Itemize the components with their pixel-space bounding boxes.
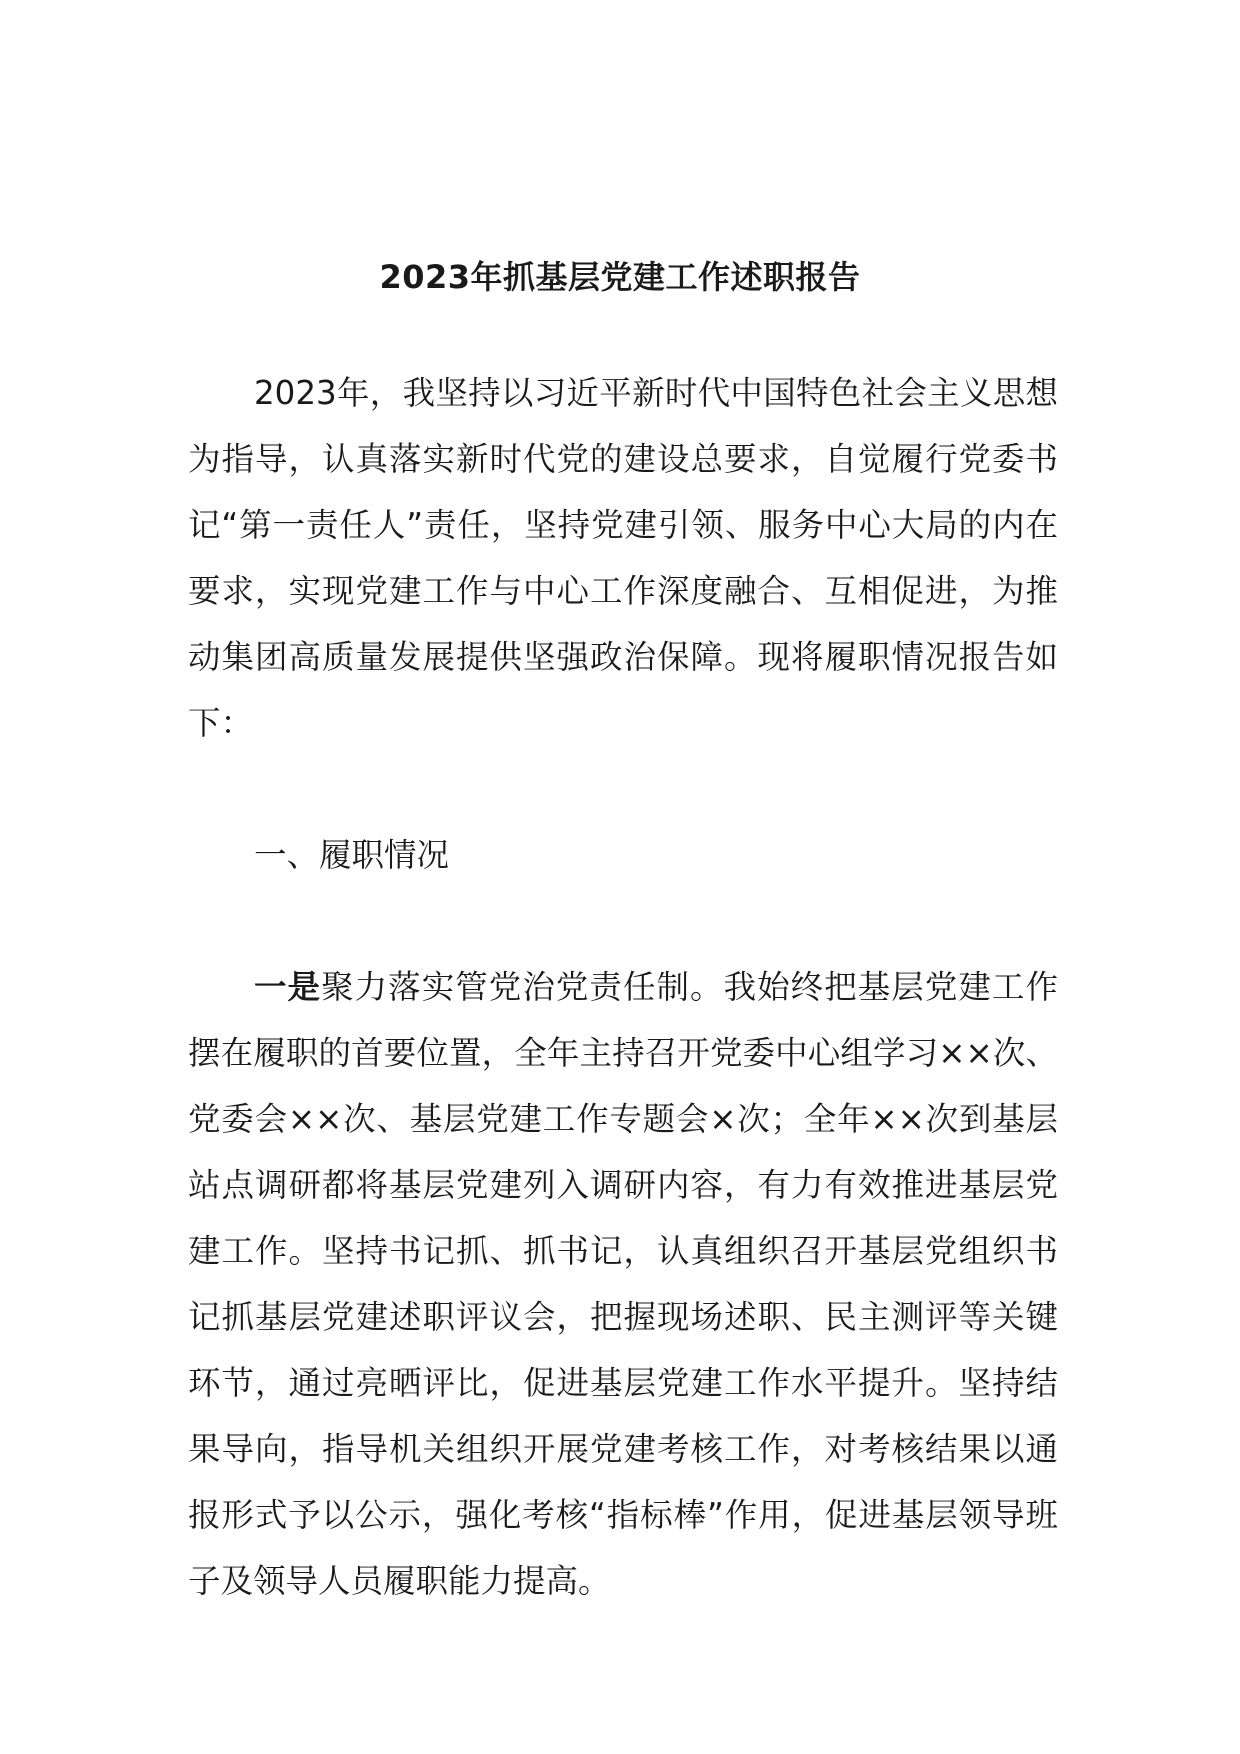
section-heading: 一、履职情况 bbox=[254, 836, 450, 874]
paragraph-text: 聚力落实管党治党责任制。我始终把基层党建工作摆在履职的首要位置，全年主持召开党委中心组学习××次、党委会××次、基层党建工作专题会×次；全年××次到基层站点调研都将基层党建列入调研内容，有力有效推进基层党建工作。坚持书记抓、抓书记，认真组织召开基层党组织书记抓基层党建述职评议会，把握现场述职、民主测评等关键环节，通过亮晒评比，促进基层党建工作水平提升。坚持结果导向，指导机关组织开展党建考核工作，对考核结果以通报形式予以公示，强化考核“指标棒”作用，促进基层领导班子及领导人员履职能力提高。 bbox=[188, 968, 1058, 1600]
document-title: 2023年抓基层党建工作述职报告 bbox=[379, 258, 861, 296]
paragraph-spacer bbox=[188, 888, 1058, 954]
document-body bbox=[188, 360, 1058, 1614]
paragraph-spacer bbox=[188, 756, 1058, 822]
body-paragraph bbox=[188, 954, 1058, 1614]
paragraph-lead: 一是 bbox=[254, 968, 322, 1006]
intro-paragraph: 2023年，我坚持以习近平新时代中国特色社会主义思想为指导，认真落实新时代党的建设总要求，自觉履行党委书记“第一责任人”责任，坚持党建引领、服务中心大局的内在要求，实现党建工作与中心工作深度融合、互相促进，为推动集团高质量发展提供坚强政治保障。现将履职情况报告如下： bbox=[188, 374, 1058, 742]
